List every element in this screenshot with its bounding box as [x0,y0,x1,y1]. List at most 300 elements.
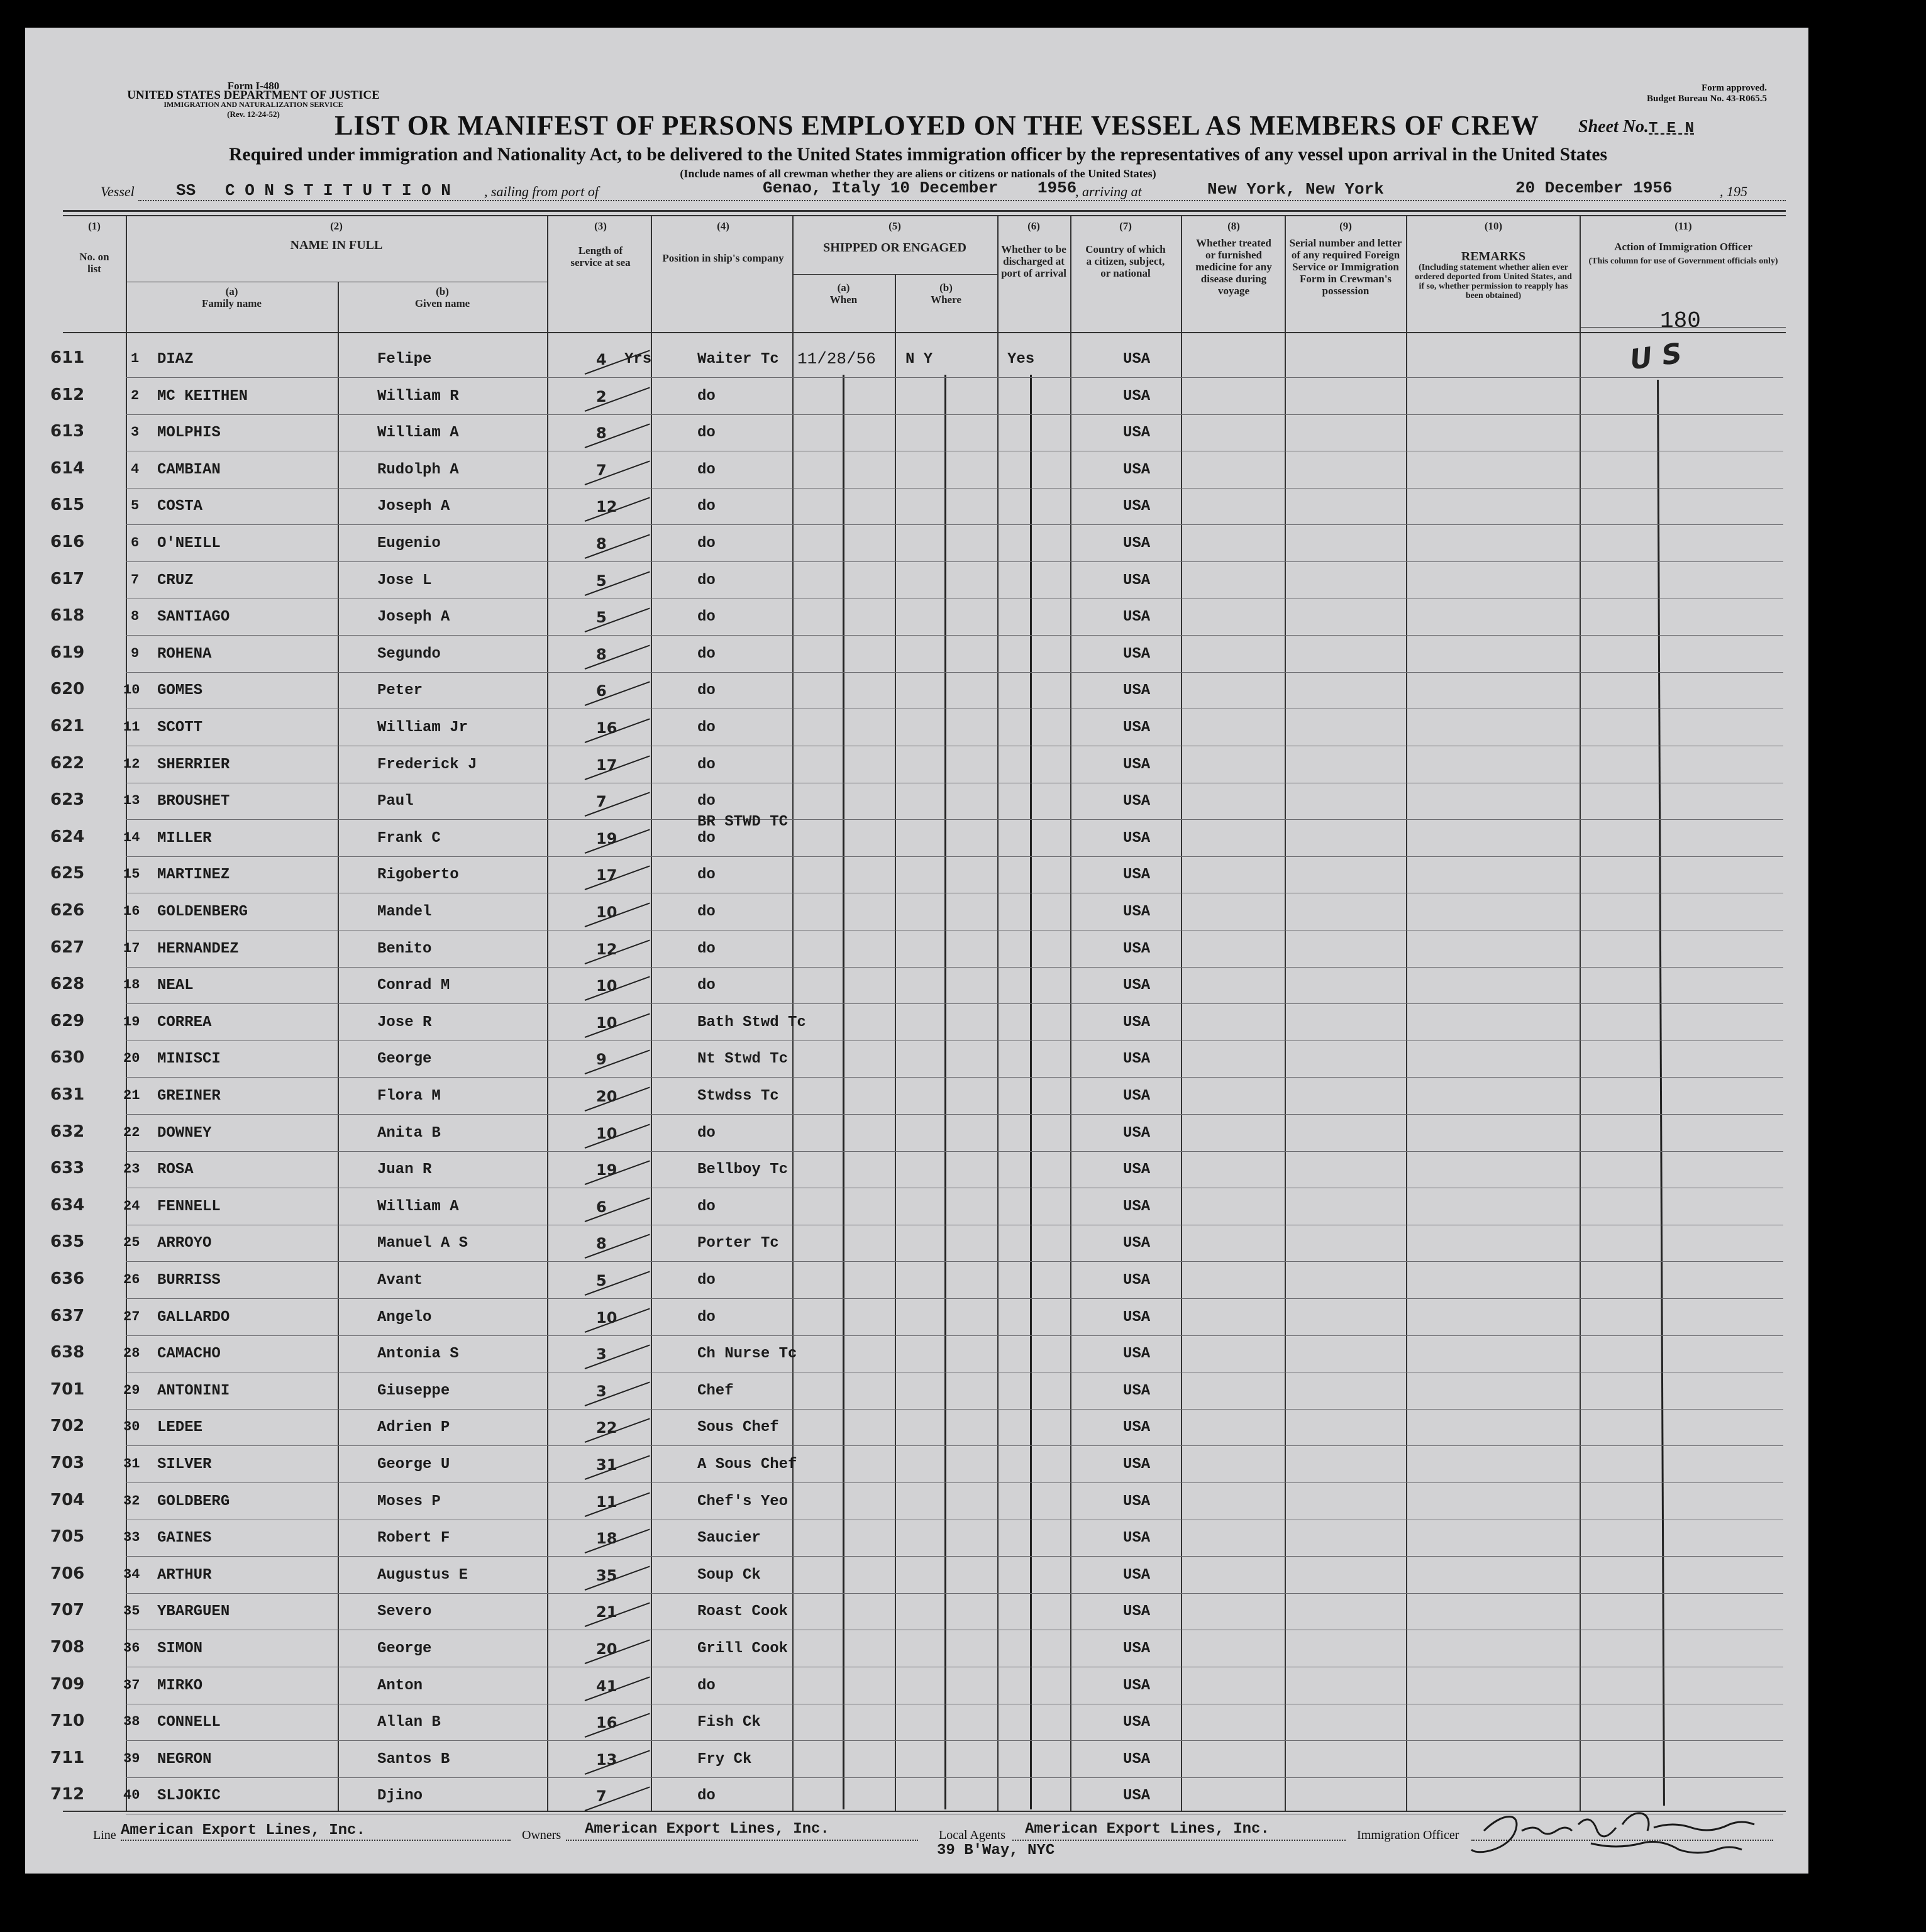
position: do [697,646,716,663]
given-name: Felipe [377,351,432,368]
table-row [50,422,1786,458]
table-row [50,1085,1786,1122]
family-name: CRUZ [157,572,194,589]
position: do [697,756,716,773]
col5-label: SHIPPED OR ENGAGED [823,241,966,255]
given-name: Joseph A [377,609,450,626]
owners-underline [566,1840,918,1841]
row-number: 15 [123,866,140,882]
arriving-value: New York, New York [1207,180,1384,199]
officer-label: Immigration Officer [1357,1828,1459,1842]
officer-signature [1465,1806,1792,1862]
position: do [697,572,716,589]
row-number: 6 [131,535,140,551]
row-number: 24 [123,1198,140,1214]
strike-mark [585,1381,650,1406]
given-name: Robert F [377,1530,450,1547]
row-ref-number: 625 [50,864,85,883]
country: USA [1123,461,1151,478]
table-row [50,459,1786,495]
row-ref-number: 701 [50,1380,85,1399]
row-number: 13 [123,793,140,809]
table-row [50,1638,1786,1674]
col2a-label: Family name [202,297,262,309]
position: Waiter Tc [697,351,779,368]
service-length: 13 [596,1751,617,1769]
strike-mark [585,1528,650,1554]
service-length: 3 [596,1383,607,1400]
service-length: 8 [596,424,607,442]
row-number: 25 [123,1235,140,1250]
strike-mark [585,1123,650,1149]
row-ref-number: 611 [50,348,85,367]
position: Stwdss Tc [697,1088,779,1105]
row-number: 34 [123,1567,140,1582]
line-value: American Export Lines, Inc. [121,1822,365,1839]
year-label: , 195 [1720,184,1747,199]
service-length: 35 [596,1567,617,1584]
row-number: 11 [123,719,140,735]
position: do [697,682,716,699]
given-name: Anita B [377,1125,441,1142]
family-name: MARTINEZ [157,866,230,883]
service-length: 5 [596,572,607,590]
table-row [50,1527,1786,1564]
col1-label: No. on list [79,251,109,275]
family-name: BROUSHET [157,793,230,810]
shipped-when: 11/28/56 [797,350,876,368]
strike-mark [585,1602,650,1627]
table-row [50,1232,1786,1269]
row-ref-number: 707 [50,1601,85,1620]
strike-mark [585,571,650,596]
table-row [50,1196,1786,1232]
table-row [50,680,1786,716]
service-length: 8 [596,535,607,553]
strike-mark [585,1234,650,1259]
service-length: 6 [596,682,607,700]
table-row [50,495,1786,532]
position: Grill Cook [697,1640,789,1657]
table-row [50,385,1786,422]
row-ref-number: 615 [50,495,85,514]
col6-num: (6) [1027,220,1040,232]
country: USA [1123,1714,1151,1731]
row-number: 16 [123,903,140,919]
strike-mark [585,607,650,632]
col5a-label: When [829,294,858,306]
country: USA [1123,646,1151,663]
strike-mark [585,387,650,412]
strike-mark [585,939,650,964]
table-row [50,533,1786,569]
row-ref-number: 712 [50,1785,85,1804]
vessel-label: Vessel [101,184,135,199]
row-number: 32 [123,1493,140,1509]
row-ref-number: 709 [50,1675,85,1694]
given-name: William R [377,388,459,405]
table-row [50,1012,1786,1048]
service-length: 17 [596,756,617,774]
given-name: Peter [377,682,423,699]
line-label: Line [93,1828,116,1842]
row-ref-number: 614 [50,459,85,478]
row-number: 22 [123,1125,140,1140]
family-name: CAMBIAN [157,461,221,478]
row-ref-number: 706 [50,1564,85,1583]
strike-mark [585,1786,650,1811]
service-length: 7 [596,793,607,810]
position: Chef's Yeo [697,1493,789,1510]
row-number: 33 [123,1530,140,1545]
row-number: 12 [123,756,140,772]
row-ref-number: 632 [50,1122,85,1141]
owners-value: American Export Lines, Inc. [585,1821,829,1838]
position: do [697,461,716,478]
strike-mark [585,1676,650,1701]
col7-num: (7) [1119,220,1132,232]
family-name: CAMACHO [157,1345,221,1362]
service-length: 5 [596,609,607,626]
service-length: 7 [596,1787,607,1805]
budget-number: Budget Bureau No. 43-R065.5 [1647,94,1767,104]
service-length: 10 [596,977,617,995]
family-name: SANTIAGO [157,609,230,626]
service-length: 2 [596,388,607,406]
strike-mark [585,497,650,522]
given-name: Allan B [377,1714,441,1731]
strike-mark [585,902,650,927]
col2-num: (2) [330,220,343,232]
row-ref-number: 624 [50,827,85,846]
given-name: Frederick J [377,756,477,773]
family-name: SLJOKIC [157,1787,221,1804]
country: USA [1123,1309,1151,1326]
country: USA [1123,424,1151,441]
position: do [697,535,716,552]
strike-mark [585,865,650,890]
row-ref-number: 623 [50,790,85,809]
position: do [697,793,716,810]
row-number: 36 [123,1640,140,1656]
strike-mark [585,1492,650,1517]
table-row [50,1564,1786,1601]
position: Sous Chef [697,1419,779,1436]
given-name: Avant [377,1272,423,1289]
row-ref-number: 708 [50,1638,85,1657]
strike-mark [585,792,650,817]
country: USA [1123,1014,1151,1031]
row-number: 29 [123,1383,140,1398]
given-name: George [377,1051,432,1068]
row-ref-number: 612 [50,385,85,404]
row-number: 5 [131,498,140,514]
col5b-num: (b) [939,282,953,294]
row-ref-number: 703 [50,1454,85,1472]
col4-label: Position in ship's company [662,252,784,264]
service-length: 41 [596,1677,617,1695]
col11-num: (11) [1674,220,1692,232]
country: USA [1123,1419,1151,1436]
position: do [697,1309,716,1326]
service-length: 12 [596,498,617,516]
country: USA [1123,1088,1151,1105]
col10-label: REMARKS [1461,250,1526,263]
strike-mark [585,644,650,670]
strike-mark [585,460,650,485]
row-ref-number: 627 [50,938,85,957]
row-number: 10 [123,682,140,698]
position: Soup Ck [697,1567,761,1584]
position: Nt Stwd Tc [697,1051,789,1068]
country: USA [1123,1567,1151,1584]
form-number: Form I-480 [227,80,280,92]
position: do [697,609,716,626]
country: USA [1123,1530,1151,1547]
position: do [697,719,716,736]
country: USA [1123,903,1151,920]
given-name: Rigoberto [377,866,459,883]
table-row [50,814,1786,864]
given-name: William Jr [377,719,468,736]
service-length: 12 [596,941,617,958]
row-number: 35 [123,1603,140,1619]
position: do [697,977,716,994]
country: USA [1123,941,1151,958]
strike-mark [585,1418,650,1443]
row-number: 18 [123,977,140,993]
given-name: Jose R [377,1014,432,1031]
family-name: FENNELL [157,1198,221,1215]
row-ref-number: 618 [50,606,85,625]
date-value: 20 December 1956 [1515,179,1673,197]
agents-value: American Export Lines, Inc. [1025,1821,1270,1838]
table-row [50,717,1786,753]
agents-label: Local Agents [939,1828,1006,1842]
table-row [50,754,1786,790]
given-name: Augustus E [377,1567,468,1584]
row-number: 30 [123,1419,140,1435]
service-length: 21 [596,1603,617,1621]
country: USA [1123,682,1151,699]
row-ref-number: 705 [50,1527,85,1546]
strike-mark [585,829,650,854]
family-name: ROHENA [157,646,212,663]
table-row [50,1122,1786,1159]
country: USA [1123,388,1151,405]
position: A Sous Chef [697,1456,797,1473]
service-length: 17 [596,866,617,884]
form-revision: (Rev. 12-24-52) [227,109,280,119]
agents-underline [1012,1840,1346,1841]
row-number: 19 [123,1014,140,1030]
service-length: 20 [596,1088,617,1105]
col3-label: Length of service at sea [570,245,631,268]
country: USA [1123,1677,1151,1694]
family-name: LEDEE [157,1419,203,1436]
table-row [50,1454,1786,1490]
given-name: George U [377,1456,450,1473]
family-name: NEAL [157,977,194,994]
col8-num: (8) [1227,220,1240,232]
service-length: 10 [596,1014,617,1032]
given-name: Djino [377,1787,423,1804]
approval-text: Form approved. [1702,83,1767,93]
strike-mark [585,1713,650,1738]
position: do [697,1677,716,1694]
table-row [50,1306,1786,1343]
col9-label: Serial number and letter of any required Foreign Service or Immigration Form in Crewman's possession [1289,237,1402,297]
row-ref-number: 633 [50,1159,85,1178]
row-ref-number: 626 [50,901,85,920]
position: do [697,498,716,515]
table-row [50,1748,1786,1785]
position: Bath Stwd Tc [697,1014,806,1031]
family-name: MILLER [157,830,212,847]
col4-num: (4) [717,220,729,232]
given-name: George [377,1640,432,1657]
family-name: MOLPHIS [157,424,221,441]
table-row [50,938,1786,974]
family-name: GOLDENBERG [157,903,248,920]
col5a-num: (a) [837,282,850,294]
country: USA [1123,866,1151,883]
row-number: 8 [131,609,140,624]
table-row [50,864,1786,900]
strike-mark [585,976,650,1001]
table-row [50,901,1786,937]
sailing-value: Genao, Italy 10 December 1956 [763,179,1077,197]
table-row [50,1416,1786,1453]
row-number: 28 [123,1345,140,1361]
position: Bellboy Tc [697,1161,789,1178]
col5-num: (5) [888,220,901,232]
row-number: 3 [131,424,140,440]
country: USA [1123,351,1151,368]
table-row [50,1048,1786,1085]
row-ref-number: 711 [50,1748,85,1767]
col6-label: Whether to be discharged at port of arrival [1001,243,1066,279]
given-name: Giuseppe [377,1383,450,1399]
table-row [50,1159,1786,1195]
row-number: 38 [123,1714,140,1730]
strike-mark [585,1344,650,1369]
row-ref-number: 629 [50,1012,85,1030]
row-number: 9 [131,646,140,661]
row-ref-number: 620 [50,680,85,698]
country: USA [1123,1751,1151,1768]
col5b-label: Where [931,294,961,306]
row-number: 39 [123,1751,140,1767]
table-row [50,1343,1786,1379]
sheet-label: Sheet No. [1578,117,1649,136]
family-name: YBARGUEN [157,1603,230,1620]
service-length: 3 [596,1345,607,1363]
country: USA [1123,1787,1151,1804]
position: do [697,1125,716,1142]
sailing-label: , sailing from port of [484,184,599,199]
arriving-label: , arriving at [1075,184,1142,199]
family-name: MINISCI [157,1051,221,1068]
strike-mark [585,1160,650,1185]
footer [63,1817,1786,1861]
family-name: ROSA [157,1161,194,1178]
given-name: Angelo [377,1309,432,1326]
given-name: Jose L [377,572,432,589]
given-name: Joseph A [377,498,450,515]
family-name: SHERRIER [157,756,230,773]
row-ref-number: 613 [50,422,85,441]
row-ref-number: 704 [50,1491,85,1510]
manifest-sheet [25,28,1808,1874]
strike-mark [585,1086,650,1112]
given-name: Juan R [377,1161,432,1178]
country: USA [1123,830,1151,847]
given-name: Anton [377,1677,423,1694]
service-length: 19 [596,1161,617,1179]
position: do [697,903,716,920]
row-ref-number: 710 [50,1711,85,1730]
family-name: MIRKO [157,1677,203,1694]
strike-mark [585,1013,650,1038]
given-name: Flora M [377,1088,441,1105]
table-row [50,643,1786,680]
given-name: Eugenio [377,535,441,552]
col10-num: (10) [1484,220,1503,232]
table-row [50,1269,1786,1306]
family-name: SIMON [157,1640,203,1657]
service-length: 5 [596,1272,607,1289]
sheet-value: T E N [1649,120,1695,137]
country: USA [1123,1198,1151,1215]
family-name: CORREA [157,1014,212,1031]
row-number: 7 [131,572,140,588]
given-name: Segundo [377,646,441,663]
position-note: BR STWD TC [697,814,789,831]
family-name: MC KEITHEN [157,388,248,405]
row-number: 2 [131,388,140,404]
shipped-where: N Y [905,351,933,368]
given-name: Adrien P [377,1419,450,1436]
given-name: Rudolph A [377,461,459,478]
vessel-value: SS C O N S T I T U T I O N [176,181,451,200]
family-name: GAINES [157,1530,212,1547]
position: Saucier [697,1530,761,1547]
service-length: 8 [596,646,607,663]
strike-mark [585,1197,650,1222]
col9-num: (9) [1339,220,1352,232]
col7-label: Country of which a citizen, subject, or national [1085,243,1166,279]
given-name: Moses P [377,1493,441,1510]
service-length: 20 [596,1640,617,1658]
given-name: William A [377,1198,459,1215]
length-unit: Yrs [624,351,652,368]
row-number: 14 [123,830,140,846]
line-underline [121,1840,511,1841]
strike-mark [585,1639,650,1664]
table-row [50,1711,1786,1748]
service-length: 4 [596,351,607,368]
service-length: 10 [596,903,617,921]
country: USA [1123,756,1151,773]
col2b-num: (b) [436,285,449,297]
position: Fish Ck [697,1714,761,1731]
position: do [697,830,716,847]
subtitle: Required under immigration and Nationality Act, to be delivered to the United States immigration officer by the representatives of any vessel upon arrival in the United States [229,145,1607,165]
given-name: Santos B [377,1751,450,1768]
country: USA [1123,1603,1151,1620]
row-number: 23 [123,1161,140,1177]
